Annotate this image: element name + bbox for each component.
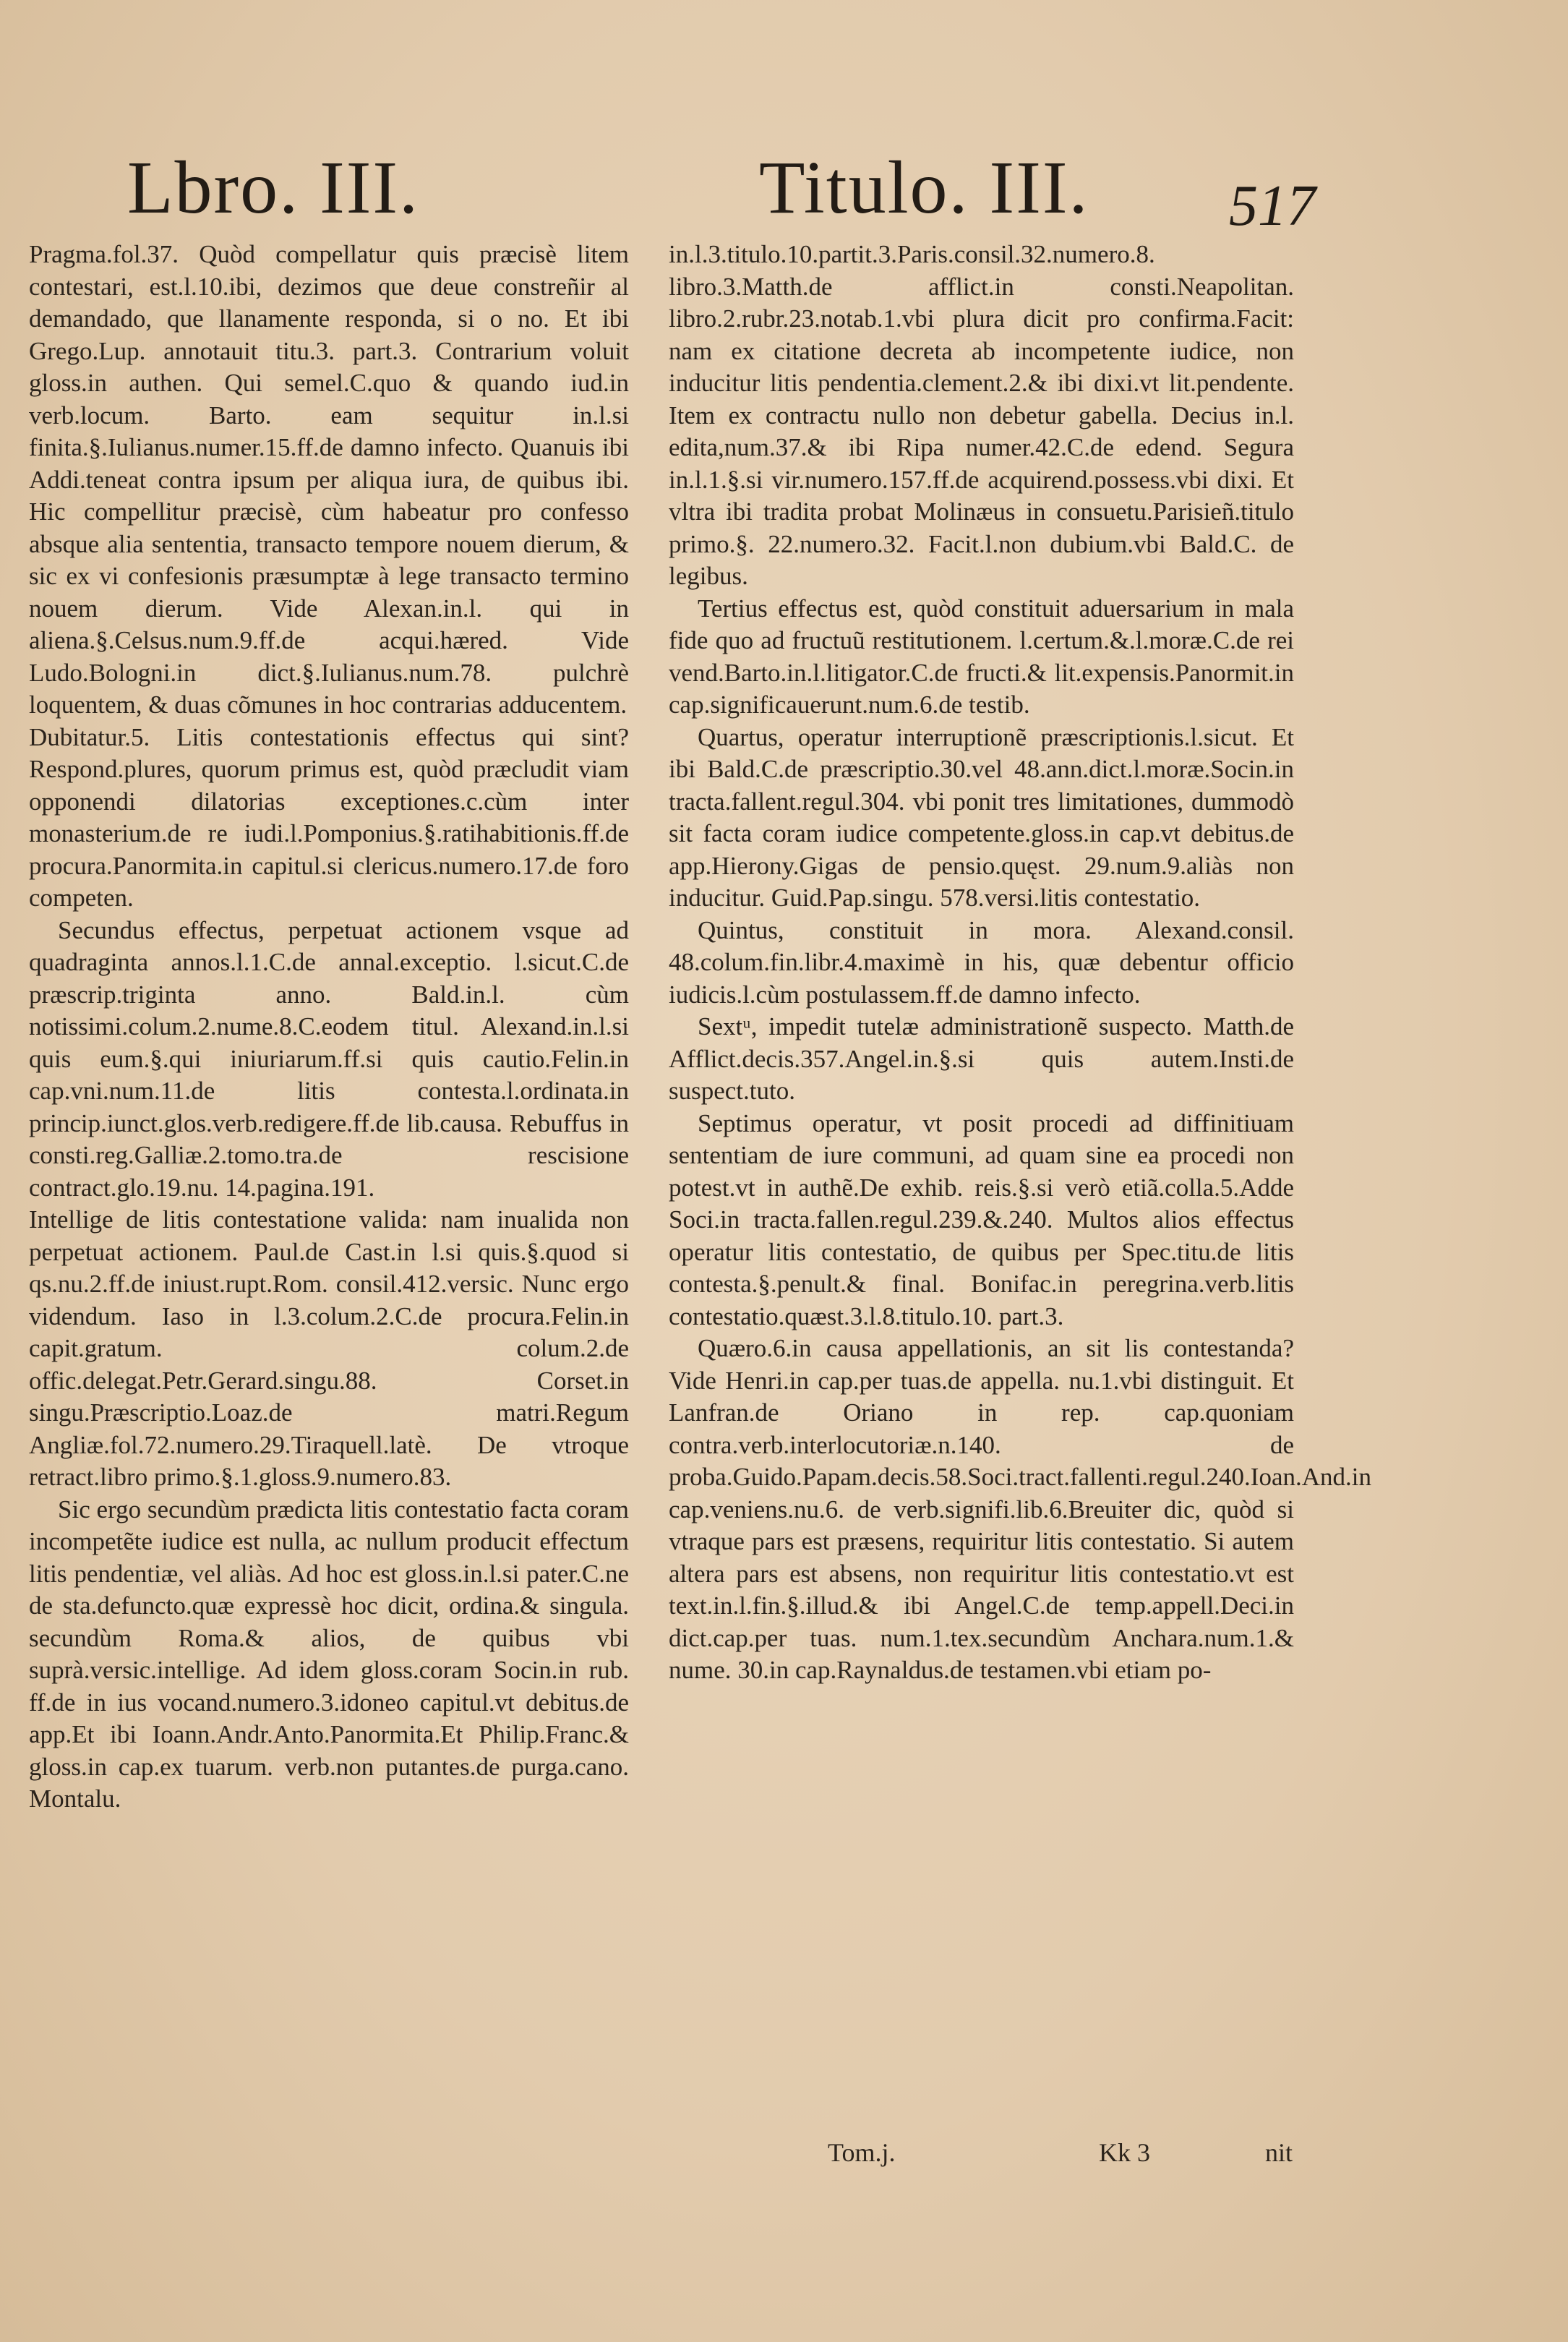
paragraph: Sextᵘ, impedit tutelæ administrationẽ suspecto. Matth.de Afflict.decis.357.Angel.in.§.si quis autem.Insti.de suspect.tuto. — [669, 1012, 1294, 1105]
page-number: 517 — [1229, 174, 1316, 238]
paragraph: Quintus, constituit in mora. Alexand.consil. 48.colum.fin.libr.4.maximè in his, quæ debentur officio iudicis.l.cùm postulassem.ff.de damno infecto. — [669, 915, 1294, 1009]
paragraph: Intellige de litis contestatione valida: nam inualida non perpetuat actionem. Paul.de Cast.in l.si quis.§.quod si qs.nu.2.ff.de iniust.rupt.Rom. consil.412.versic. Nunc ergo videndum. Iaso in l.3.colum.2.C.de procura.Felin.in capit.gratum. colum.2.de offic.delegat.Petr.Gerard.singu.88. Corset.in singu.Præscriptio.Loaz.de matri.Regum Angliæ.fol.72.numero.29.Tiraquell.latè. De vtroque retract.libro primo.§.1.gloss.9.numero.83. — [29, 1205, 629, 1491]
paragraph: Dubitatur.5. Litis contestationis effectus qui sint? Respond.plures, quorum primus est, quòd præcludit viam opponendi dilatorias exceptiones.c.cùm inter monasterium.de re iudi.l.Pomponius.§.ratihabitionis.ff.de procura.Panormita.in capitul.si clericus.numero.17.de foro competen. — [29, 722, 629, 912]
paragraph: Quartus, operatur interruptionẽ præscriptionis.l.sicut. Et ibi Bald.C.de præscriptio.30.vel 48.ann.dict.l.moræ.Socin.in tracta.fallent.regul.304. vbi ponit tres limitationes, dummodò sit facta coram iudice competente.gloss.in cap.vt debitus.de app.Hierony.Gigas de pensio.quęst. 29.num.9.aliàs non inducitur. Guid.Pap.singu. 578.versi.litis contestatio. — [669, 722, 1294, 912]
paragraph: Septimus operatur, vt posit procedi ad diffinitiuam sententiam de iure communi, ad quam sine ea procedi non potest.vt in authẽ.De exhib. reis.§.si verò etiã.colla.5.Adde Soci.in tracta.fallen.regul.239.&.240. Multos alios effectus operatur litis contestatio, de quibus per Spec.titu.de litis contesta.§.penult.& final. Bonifac.in peregrina.verb.litis contestatio.quæst.3.l.8.titulo.10. part.3. — [669, 1108, 1294, 1330]
running-head-right: Titulo. III. — [759, 146, 1089, 229]
running-head-left: Lbro. III. — [127, 146, 420, 229]
paragraph: Tertius effectus est, quòd constituit aduersarium in mala fide quo ad fructuũ restitutionem. l.certum.&.l.moræ.C.de rei vend.Barto.in.l.litigator.C.de fructi.& lit.expensis.Panormit.in cap.significauerunt.num.6.de testib. — [669, 594, 1294, 719]
catchword: nit — [1265, 2138, 1293, 2167]
paragraph: Quæro.6.in causa appellationis, an sit lis contestanda? Vide Henri.in cap.per tuas.de appella. nu.1.vbi distinguit. Et Lanfran.de Oriano in rep. cap.quoniam contra.verb.interlocutoriæ.n.140. de proba.Guido.Papam.decis.58.Soci.tract.fallenti.regul.240.Ioan.And.in cap.veniens.nu.6. de verb.signifi.lib.6.Breuiter dic, quòd si vtraque pars est præsens, requiritur litis contestatio. Si autem altera pars est absens, non requiritur litis contestatio.vt est text.in.l.fin.§.illud.& ibi Angel.C.de temp.appell.Deci.in dict.cap.per tuas. num.1.tex.secundùm Anchara.num.1.& nume. 30.in cap.Raynaldus.de testamen.vbi etiam po- — [669, 1334, 1371, 1684]
paragraph: Secundus effectus, perpetuat actionem vsque ad quadraginta annos.l.1.C.de annal.exceptio. l.sicut.C.de præscrip.triginta anno. Bald.in.l. cùm notissimi.colum.2.nume.8.C.eodem titul. Alexand.in.l.si quis eum.§.qui iniuriarum.ff.si quis cautio.Felin.in cap.vni.num.11.de litis contesta.l.ordinata.in princip.iunct.glos.verb.redigere.ff.de lib.causa. Rebuffus in consti.reg.Galliæ.2.tomo.tra.de rescisione contract.glo.19.nu. 14.pagina.191. — [29, 915, 629, 1202]
signature-number: Kk 3 — [1099, 2138, 1150, 2167]
left-column — [29, 239, 629, 1816]
paragraph: Sic ergo secundùm prædicta litis contestatio facta coram incompetẽte iudice est nulla, ac nullum producit effectum litis pendentiæ, vel aliàs. Ad hoc est gloss.in.l.si pater.C.ne de sta.defuncto.quæ expressè hoc dicit, ordina.& singula. secundùm Roma.& alios, de quibus vbi suprà.versic.intellige. Ad idem gloss.coram Socin.in rub. ff.de in ius vocand.numero.3.idoneo capitul.vt debitus.de app.Et ibi Ioann.Andr.Anto.Panormita.Et Philip.Franc.& gloss.in cap.ex tuarum. verb.non putantes.de purga.cano. Montalu. — [29, 1495, 629, 1813]
paragraph: Pragma.fol.37. Quòd compellatur quis præcisè litem contestari, est.l.10.ibi, dezimos que deue constreñir al demandado, que llanamente responda, si o no. Et ibi Grego.Lup. annotauit titu.3. part.3. Contrarium voluit gloss.in authen. Qui semel.C.quo & quando iud.in verb.locum. Barto. eam sequitur in.l.si finita.§.Iulianus.numer.15.ff.de damno infecto. Quanuis ibi Addi.teneat contra ipsum per aliqua iura, de quibus ibi. Hic compellitur præcisè, cùm habeatur pro confesso absque alia sententia, transacto tempore nouem dierum, & sic ex vi confesionis præsumptæ à lege transacto termino nouem dierum. Vide Alexan.in.l. qui in aliena.§.Celsus.num.9.ff.de acqui.hæred. Vide Ludo.Bologni.in dict.§.Iulianus.num.78. pulchrè loquentem, & duas cõmunes in hoc contrarias adducentem. — [29, 240, 629, 719]
signature-mark: Tom.j. — [828, 2138, 896, 2167]
paragraph: in.l.3.titulo.10.partit.3.Paris.consil.32.numero.8. libro.3.Matth.de afflict.in consti.Neapolitan. libro.2.rubr.23.notab.1.vbi plura dicit pro confirma.Facit: nam ex citatione decreta ab incompetente iudice, non inducitur litis pendentia.clement.2.& ibi dixi.vt lit.pendente. Item ex contractu nullo non debetur gabella. Decius in.l. edita,num.37.& ibi Ripa numer.42.C.de edend. Segura in.l.1.§.si vir.numero.157.ff.de acquirend.possess.vbi dixi. Et vltra ibi tradita probat Molinæus in consuetu.Parisieñ.titulo primo.§. 22.numero.32. Facit.l.non dubium.vbi Bald.C. de legibus. — [669, 240, 1294, 590]
right-column — [669, 239, 1371, 1687]
